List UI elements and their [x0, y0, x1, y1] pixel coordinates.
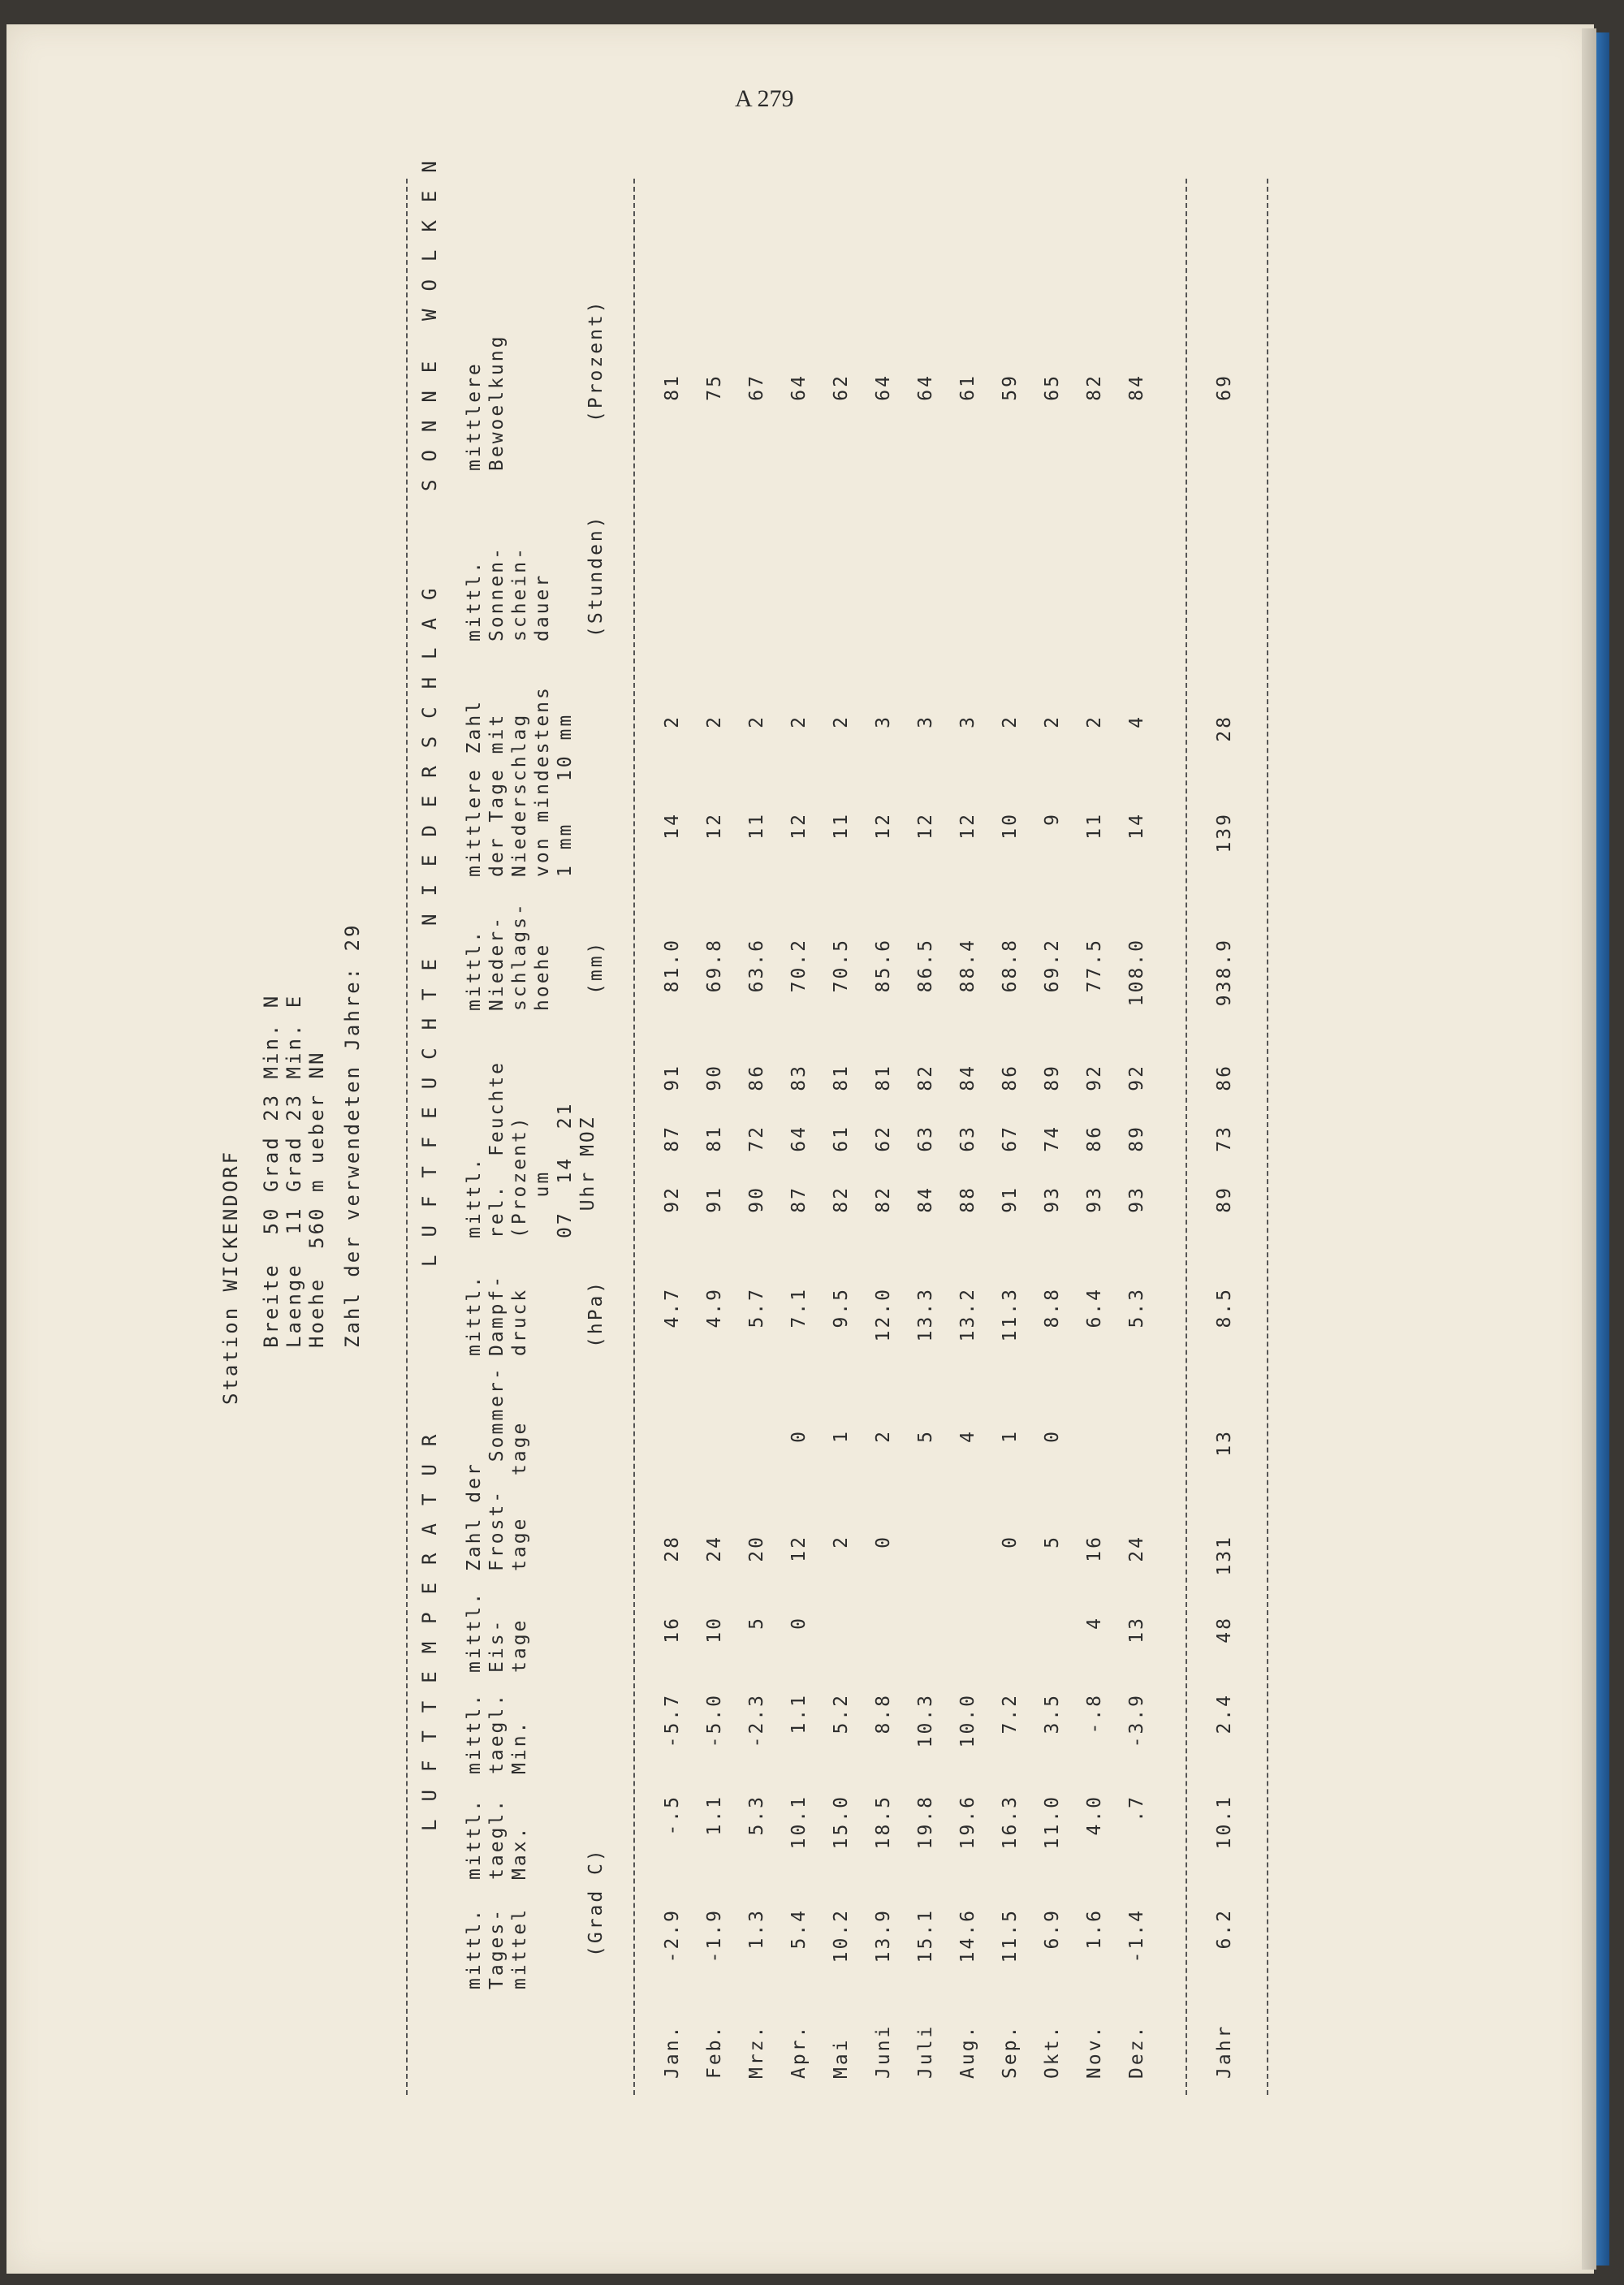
table-cell: 2: [831, 1535, 852, 1549]
table-cell: 20: [746, 1535, 767, 1562]
table-cell: 24: [1126, 1535, 1147, 1562]
table-cell: 5.7: [746, 1287, 767, 1328]
table-cell: 5.3: [1126, 1287, 1147, 1328]
table-cell: 2: [662, 715, 683, 728]
table-cell: 18.5: [873, 1795, 894, 1850]
row-label: Mai: [831, 2037, 852, 2079]
table-cell: 91: [704, 1186, 725, 1213]
table-cell: 81: [704, 1125, 725, 1152]
table-cell: 63: [915, 1125, 936, 1152]
table-cell: 89: [1214, 1186, 1235, 1213]
header-max: mittl. taegl. Max.: [464, 1797, 530, 1880]
group-lufttemperatur: LUFTTEMPERATUR: [418, 1416, 441, 1831]
table-cell: 87: [662, 1125, 683, 1152]
table-cell: 15.1: [915, 1908, 936, 1963]
table-cell: 83: [788, 1064, 810, 1091]
row-label: Apr.: [788, 2024, 810, 2079]
table-cell: 9.5: [831, 1287, 852, 1328]
table-cell: 13: [1126, 1616, 1147, 1644]
table-cell: 2: [788, 715, 810, 728]
table-cell: 10.3: [915, 1693, 936, 1748]
group-luftfeuchte: LUFTFEUCHTE: [418, 941, 441, 1267]
table-cell: 6.4: [1084, 1287, 1105, 1328]
table-cell: 139: [1214, 812, 1235, 853]
table-cell: 4.9: [704, 1287, 725, 1328]
table-cell: 92: [1126, 1064, 1147, 1091]
table-cell: 81: [831, 1064, 852, 1091]
table-cell: 10.2: [831, 1908, 852, 1963]
table-cell: 1.3: [746, 1908, 767, 1950]
table-cell: 2: [746, 715, 767, 728]
group-niederschlag: NIEDERSCHLAG: [418, 570, 441, 926]
table-cell: 11: [746, 812, 767, 840]
table-cell: 0: [788, 1429, 810, 1443]
table-cell: 3.5: [1042, 1693, 1063, 1734]
blue-cover-edge: [1596, 32, 1609, 2266]
table-cell: 59: [1000, 374, 1021, 401]
table-cell: 67: [746, 374, 767, 401]
row-label: Okt.: [1042, 2024, 1063, 2079]
table-cell: 12: [788, 1535, 810, 1562]
table-cell: 4: [1126, 715, 1147, 728]
table-cell: 8.5: [1214, 1287, 1235, 1328]
table-cell: 14.6: [957, 1908, 978, 1963]
table-cell: 64: [788, 1125, 810, 1152]
table-cell: 7.1: [788, 1287, 810, 1328]
table-cell: 10.0: [957, 1693, 978, 1748]
table-cell: 13: [1214, 1429, 1235, 1457]
table-cell: 61: [957, 374, 978, 401]
dash-line-bottom: [1267, 179, 1268, 2095]
table-cell: 12: [915, 812, 936, 840]
table-cell: 67: [1000, 1125, 1021, 1152]
table-cell: 93: [1126, 1186, 1147, 1213]
table-cell: 2: [831, 715, 852, 728]
table-cell: 88: [957, 1186, 978, 1213]
table-cell: 0: [1042, 1429, 1063, 1443]
table-cell: 64: [873, 374, 894, 401]
table-cell: 70.2: [788, 938, 810, 993]
table-cell: 84: [915, 1186, 936, 1213]
table-cell: 28: [1214, 715, 1235, 742]
table-cell: 28: [662, 1535, 683, 1562]
climate-table: [211, 143, 1315, 2095]
table-cell: 82: [873, 1186, 894, 1213]
table-cell: 10: [704, 1616, 725, 1644]
table-cell: 1: [1000, 1429, 1021, 1443]
row-label: Juni: [873, 2024, 894, 2079]
table-cell: 81: [662, 374, 683, 401]
table-cell: 938.9: [1214, 938, 1235, 1007]
dash-line-total: [1186, 179, 1187, 2095]
table-cell: 5: [746, 1616, 767, 1630]
table-cell: 84: [957, 1064, 978, 1091]
table-cell: 89: [1126, 1125, 1147, 1152]
table-cell: 62: [831, 374, 852, 401]
table-cell: -3.9: [1126, 1693, 1147, 1748]
unit-stunden: (Stunden): [585, 514, 607, 637]
table-cell: 93: [1084, 1186, 1105, 1213]
table-cell: 12: [704, 812, 725, 840]
table-cell: 85.6: [873, 938, 894, 993]
table-cell: 12.0: [873, 1287, 894, 1342]
row-label: Feb.: [704, 2024, 725, 2079]
header-dampfdruck: mittl. Dampf- druck: [464, 1273, 530, 1356]
header-tagesmittel: mittl. Tages- mittel: [464, 1907, 530, 1989]
table-cell: 1.1: [788, 1693, 810, 1734]
table-cell: 10: [1000, 812, 1021, 840]
table-cell: 5.4: [788, 1908, 810, 1950]
table-cell: 90: [746, 1186, 767, 1213]
table-cell: 0: [788, 1616, 810, 1630]
table-cell: 16: [662, 1616, 683, 1644]
table-cell: 86: [1000, 1064, 1021, 1091]
table-cell: 89: [1042, 1064, 1063, 1091]
table-cell: 11.3: [1000, 1287, 1021, 1342]
table-cell: 8.8: [1042, 1287, 1063, 1328]
unit-prozent: (Prozent): [585, 299, 607, 422]
table-cell: 86: [1084, 1125, 1105, 1152]
table-cell: 3: [915, 715, 936, 728]
table-cell: 4.7: [662, 1287, 683, 1328]
table-cell: 88.4: [957, 938, 978, 993]
table-cell: 82: [831, 1186, 852, 1213]
unit-hpa: (hPa): [585, 1279, 607, 1348]
table-cell: 61: [831, 1125, 852, 1152]
table-cell: -5.0: [704, 1693, 725, 1748]
table-cell: 6.2: [1214, 1908, 1235, 1950]
row-label: Mrz.: [746, 2024, 767, 2079]
coord-laenge: Laenge 11 Grad 23 Min. E: [283, 993, 305, 1348]
binder-edge: [1582, 28, 1596, 2270]
table-cell: -2.3: [746, 1693, 767, 1748]
table-cell: 12: [788, 812, 810, 840]
table-cell: 9: [1042, 812, 1063, 826]
dash-line-top: [406, 179, 408, 2095]
table-cell: 81.0: [662, 938, 683, 993]
table-cell: -2.9: [662, 1908, 683, 1963]
table-cell: 10.1: [1214, 1795, 1235, 1850]
table-cell: 81: [873, 1064, 894, 1091]
table-cell: 64: [788, 374, 810, 401]
table-cell: 13.2: [957, 1287, 978, 1342]
table-cell: 0: [1000, 1535, 1021, 1549]
table-cell: 69.2: [1042, 938, 1063, 993]
table-cell: 4: [957, 1429, 978, 1443]
table-cell: 16.3: [1000, 1795, 1021, 1850]
table-cell: 5.2: [831, 1693, 852, 1734]
table-cell: 6.9: [1042, 1908, 1063, 1950]
table-cell: 82: [1084, 374, 1105, 401]
table-cell: 19.6: [957, 1795, 978, 1850]
dash-line-header: [633, 179, 635, 2095]
table-cell: 69.8: [704, 938, 725, 993]
table-cell: 72: [746, 1125, 767, 1152]
table-cell: 1.6: [1084, 1908, 1105, 1950]
header-bewoelkung: mittlere Bewoelkung: [464, 334, 508, 471]
table-cell: 87: [788, 1186, 810, 1213]
table-cell: 63.6: [746, 938, 767, 993]
table-cell: 5.3: [746, 1795, 767, 1836]
table-cell: 74: [1042, 1125, 1063, 1152]
table-cell: 70.5: [831, 938, 852, 993]
table-cell: 69: [1214, 374, 1235, 401]
table-cell: 4.0: [1084, 1795, 1105, 1836]
header-min: mittl. taegl. Min.: [464, 1691, 530, 1774]
table-cell: .7: [1126, 1795, 1147, 1822]
table-cell: 7.2: [1000, 1693, 1021, 1734]
table-cell: 91: [662, 1064, 683, 1091]
table-cell: 64: [915, 374, 936, 401]
row-label: Jan.: [662, 2024, 683, 2079]
table-cell: 2: [1000, 715, 1021, 728]
table-cell: 2.4: [1214, 1693, 1235, 1734]
table-cell: 2: [1084, 715, 1105, 728]
table-cell: 14: [662, 812, 683, 840]
table-cell: 8.8: [873, 1693, 894, 1734]
table-cell: 12: [957, 812, 978, 840]
table-cell: -.5: [662, 1795, 683, 1836]
table-cell: -.8: [1084, 1693, 1105, 1734]
table-cell: 48: [1214, 1616, 1235, 1644]
header-eistage: mittl. Eis- tage: [464, 1590, 530, 1673]
table-cell: 11.5: [1000, 1908, 1021, 1963]
table-cell: 5: [1042, 1535, 1063, 1549]
row-label: Dez.: [1126, 2024, 1147, 2079]
table-cell: 68.8: [1000, 938, 1021, 993]
table-cell: 86.5: [915, 938, 936, 993]
table-cell: 4: [1084, 1616, 1105, 1630]
table-cell: 13.9: [873, 1908, 894, 1963]
table-cell: 86: [1214, 1064, 1235, 1091]
header-niederschlagstage: mittlere Zahl der Tage mit Niederschlag von mindestens 1 mm 10 mm: [464, 685, 576, 877]
coord-hoehe: Hoehe 560 m ueber NN: [305, 1050, 328, 1348]
table-cell: 0: [873, 1535, 894, 1549]
header-frost-sommer: Zahl der Frost- Sommer- tage tage: [464, 1366, 530, 1571]
table-cell: 65: [1042, 374, 1063, 401]
table-cell: 62: [873, 1125, 894, 1152]
table-cell: 90: [704, 1064, 725, 1091]
table-cell: -1.4: [1126, 1908, 1147, 1963]
header-sonnenschein: mittl. Sonnen- schein- dauer: [464, 546, 553, 641]
table-cell: -1.9: [704, 1908, 725, 1963]
table-cell: 77.5: [1084, 938, 1105, 993]
table-cell: 24: [704, 1535, 725, 1562]
row-label: Sep.: [1000, 2024, 1021, 2079]
table-cell: 91: [1000, 1186, 1021, 1213]
table-cell: 84: [1126, 374, 1147, 401]
row-label: Jahr: [1214, 2024, 1235, 2079]
table-cell: 1: [831, 1429, 852, 1443]
header-niederschlagshoehe: mittl. Nieder- schlags- hoehe: [464, 901, 553, 1011]
row-label: Juli: [915, 2024, 936, 2079]
table-cell: 2: [704, 715, 725, 728]
page-number: A 279: [735, 85, 794, 112]
table-cell: 2: [873, 1429, 894, 1443]
table-cell: 3: [957, 715, 978, 728]
group-wolken: WOLKEN: [418, 143, 441, 321]
years-used: Zahl der verwendeten Jahre: 29: [341, 922, 364, 1348]
table-cell: 10.1: [788, 1795, 810, 1850]
table-cell: 93: [1042, 1186, 1063, 1213]
unit-grad: (Grad C): [585, 1847, 607, 1957]
table-cell: 92: [1084, 1064, 1105, 1091]
table-cell: 11: [831, 812, 852, 840]
table-cell: 63: [957, 1125, 978, 1152]
table-cell: 16: [1084, 1535, 1105, 1562]
table-cell: 11: [1084, 812, 1105, 840]
table-cell: 5: [915, 1429, 936, 1443]
table-cell: 131: [1214, 1535, 1235, 1576]
table-cell: 92: [662, 1186, 683, 1213]
table-cell: 19.8: [915, 1795, 936, 1850]
table-cell: 2: [1042, 715, 1063, 728]
coord-breite: Breite 50 Grad 23 Min. N: [260, 993, 283, 1348]
table-cell: 3: [873, 715, 894, 728]
table-cell: 108.0: [1126, 938, 1147, 1007]
table-cell: 14: [1126, 812, 1147, 840]
station-title: Station WICKENDORF: [219, 1149, 242, 1405]
table-cell: 1.1: [704, 1795, 725, 1836]
unit-mm: (mm): [585, 939, 607, 995]
table-cell: 82: [915, 1064, 936, 1091]
table-cell: 13.3: [915, 1287, 936, 1342]
table-cell: -5.7: [662, 1693, 683, 1748]
table-cell: 86: [746, 1064, 767, 1091]
row-label: Nov.: [1084, 2024, 1105, 2079]
table-cell: 11.0: [1042, 1795, 1063, 1850]
header-rel-feuchte: mittl. rel. Feuchte (Prozent) um 07 14 21 Uhr MOZ: [464, 1060, 598, 1238]
table-cell: 73: [1214, 1125, 1235, 1152]
table-cell: 12: [873, 812, 894, 840]
row-label: Aug.: [957, 2024, 978, 2079]
table-cell: 15.0: [831, 1795, 852, 1850]
table-cell: 75: [704, 374, 725, 401]
group-sonne: SONNE: [418, 343, 441, 491]
